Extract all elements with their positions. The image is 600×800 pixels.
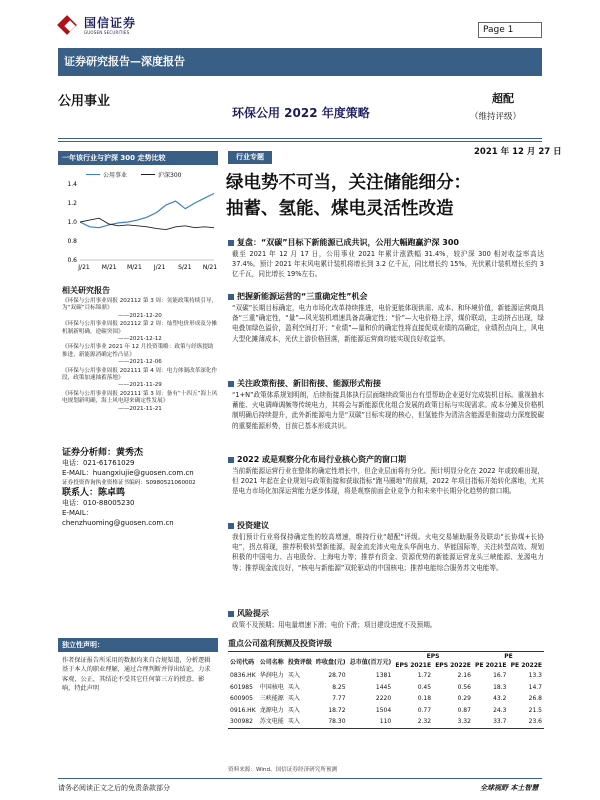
table-row: [228, 716, 544, 728]
contact-name: 联系人：陈卓鸣: [62, 488, 126, 498]
table-cell: 2220: [375, 695, 392, 703]
table-cell: 300982: [228, 716, 258, 728]
table-cell: 0.56: [457, 683, 471, 691]
table-cell: 18.3: [493, 683, 507, 691]
table-cell: 78.30: [314, 716, 348, 728]
table-cell: 苏文电能: [258, 716, 286, 728]
table-cell: 买入: [287, 672, 300, 679]
section-heading: 投资建议: [228, 520, 269, 531]
x-tick-label: S/21: [178, 264, 192, 271]
table-title: 重点公司盈利预测及投资评级: [228, 639, 332, 648]
footer-slogan: 全球视野 本土智慧: [480, 784, 539, 792]
analyst-phone: 电话：021-61761029: [62, 459, 135, 467]
logo-mark-icon: [58, 16, 80, 36]
column-header: PE 2021E: [475, 662, 507, 669]
bullet-icon: [228, 381, 234, 387]
analyst-cert: 证券投资咨询执业资格证书编码：S0980521060002: [62, 480, 196, 486]
table-cell: 3.32: [433, 716, 473, 728]
table-header-row: [228, 652, 544, 662]
section-text: “1+N”政策体系规划明朗，后续衔接具体执行层面继续政策出台有望帮助企业更好完成装机目标。重视抽水蓄能、火电调峰调频等传统电力，其将会与新能源优化组合发展的政策目标与实现需求。成本分摊及价格机制明确后持续提升，此外新能源电力是“双碳”目标实现的核心，但氢能作为清洁含能源是衔接动力深度脱碳的重要能源形势，目前已基本形成共识。: [232, 391, 544, 430]
report-type-bar: 证券研究报告—深度报告: [58, 48, 542, 76]
footer-disclaimer: 请务必阅读正文之后的免责条款部分: [58, 784, 170, 792]
analyst-info: [62, 448, 218, 528]
section-text: 政策不及预期；用电量增速下滑；电价下滑；项目建设进度不及预期。: [232, 621, 437, 629]
bullet-icon: [228, 457, 234, 463]
section-text: “双碳”长期目标确定，电力市场化改革持续推进，电价更能体现供需、成本、和环境价值，新能源运营商具备“三重”确定性，“量”—风光装机增速具备高确定性；“价”—大电价格上浮，煤价联动，主动挤占出现，绿电叠加绿色溢价，盈利空间打开；“业绩”—量和价的确定性将直接促成业绩的高确定，业绩拐点向上，风电大型化摊薄成本，光伏上游价格回落，新能源运营商均能实现良好收益率。: [232, 304, 544, 343]
divider: [58, 138, 542, 142]
table-cell: 28.70: [328, 672, 346, 679]
table-cell: 中国核电: [259, 683, 284, 691]
forecast-table: [228, 651, 544, 729]
table-cell: 买入: [286, 716, 314, 728]
table-cell: 0.18: [417, 695, 432, 703]
table-cell: 8.25: [332, 683, 346, 691]
sector-label: 公用事业: [58, 94, 111, 109]
table-cell: 1445: [375, 683, 392, 691]
table-cell: 14.7: [528, 683, 542, 691]
section-heading: 风险提示: [228, 608, 269, 619]
bullet-icon: [228, 240, 234, 246]
rating-sub: （维持评级）: [470, 112, 522, 122]
contact-email-label: E-MAIL：: [62, 509, 93, 517]
bullet-icon: [228, 611, 234, 617]
table-cell: 24.3: [493, 706, 507, 714]
topic-tag: 行业专题: [228, 151, 272, 164]
series-line: [80, 194, 214, 228]
column-header: 公司名称: [258, 652, 286, 671]
x-tick-label: M/21: [101, 264, 117, 271]
logo-name: 国信证券: [84, 16, 137, 30]
table-cell: 0836.HK: [230, 672, 256, 679]
table-cell: 13.3: [528, 672, 542, 679]
column-header: 昨收盘(元): [314, 652, 348, 671]
table-cell: 2.16: [457, 672, 471, 679]
page-number: Page 1: [478, 22, 542, 38]
table-row: [228, 705, 544, 717]
analyst-name: 证券分析师：黄秀杰: [62, 448, 144, 458]
related-reports-list: [62, 298, 218, 414]
industry-vs-index-chart: [58, 166, 218, 276]
table-cell: 0.29: [457, 695, 471, 703]
column-group-header: PE: [473, 652, 544, 662]
y-tick-label: 0.6: [67, 257, 77, 264]
x-tick-label: M/21: [126, 264, 142, 271]
table-cell: 43.2: [493, 695, 507, 703]
headline: 绿电势不可当，关注储能细分： 抽蓄、氢能、煤电灵活性改造: [226, 173, 471, 219]
related-report: 《环保与公用事业 2021 年 12 月投资策略：政策与经纵提助推进，新能源消确定性凸显》 ——2021-12-06: [62, 344, 214, 366]
table-cell: 0916.HK: [230, 706, 256, 714]
x-tick-label: J/21: [153, 264, 166, 271]
report-date: 2021 年 12 月 27 日: [474, 147, 562, 157]
column-header: 总市值(百万元): [348, 652, 394, 671]
x-tick-label: J/21: [78, 264, 90, 271]
section-heading: 复盘：“双碳”目标下新能源已成共识，公用大幅跑赢沪深 300: [228, 237, 459, 248]
table-source: 资料来源：Wind、国信证券经济研究所预测: [228, 767, 338, 773]
column-header: EPS 2022E: [435, 662, 471, 669]
contact-email: chenzhuoming@guosen.com.cn: [62, 519, 174, 527]
logo-en: GUOSEN SECURITIES: [84, 30, 130, 35]
report-title: 环保公用 2022 年度策略: [232, 106, 370, 120]
table-cell: 21.5: [528, 706, 542, 714]
column-header: 投资评级: [286, 652, 314, 671]
table-cell: 华润电力: [259, 672, 284, 679]
section-heading: 关注政策衔接、新旧衔接、能源形式衔接: [228, 378, 381, 389]
section-text: 当前新能源运营行业在整体的确定性增长中，但企业层面将有分化。预计明显分化在 2022 年或较难出现，但 2021 年起在企业规划与政策衔接和获取指标“跑马圈地”的前期，2022 年项目指标开始转化落地，尤其是电力市场化加深运营能力逐步体现，将是观察前面企业竞争力和未来中长期分化趋势的窗口期。: [232, 467, 544, 496]
table-cell: 1.72: [417, 672, 432, 679]
table-cell: 1381: [375, 672, 392, 679]
legend-label: 公用事业: [103, 172, 128, 179]
table-cell: 龙源电力: [259, 706, 284, 714]
table-cell: 2.32: [393, 716, 433, 728]
section-heading: 2022 或是观察分化布局行业核心资产的窗口期: [228, 454, 406, 465]
table-cell: 600905: [230, 695, 253, 703]
contact-phone: 电话：010-88005230: [62, 499, 135, 507]
table-cell: 23.6: [508, 716, 544, 728]
related-report: 《环保与公用事业周报 202112 第 2 周：灿塑电价形成及分摊机制新明确，逆碳突围》 ——2021-12-12: [62, 321, 218, 343]
table-row: [228, 670, 544, 682]
column-header: PE 2022E: [510, 662, 542, 669]
x-tick-label: N/21: [202, 264, 218, 271]
y-tick-label: 1.4: [67, 181, 77, 188]
table-cell: 7.77: [332, 695, 346, 703]
table-cell: 0.87: [457, 706, 471, 714]
related-report: 《环保与公用事业周报 202111 第 4 周：电力体制改革深化作段，政策加速抽蓄落地》 ——2021-11-29: [62, 367, 218, 389]
related-report: 《环保与公用事业周报 202112 第 3 周：氢能政策持续引导，为“双碳”目标锦鼎》 ——2021-12-20: [62, 298, 218, 319]
legend-label: 沪深300: [158, 172, 182, 179]
column-header: EPS 2021E: [395, 662, 432, 669]
y-tick-label: 0.8: [67, 238, 77, 245]
table-cell: 110: [348, 716, 394, 728]
table-cell: 18.72: [328, 706, 346, 714]
table-cell: 26.8: [528, 695, 542, 703]
table-cell: 1504: [375, 706, 392, 714]
table-row: [228, 693, 544, 705]
table-cell: 买入: [287, 683, 300, 691]
column-group-header: EPS: [393, 652, 473, 662]
section-text: 我们预计行业将保持确定性的较高增速，维持行业“超配”评级。火电交易辅助服务及联动“长协煤+长协电”，拐点将现，推荐积极转型新能源，现金流充沛火电龙头华润电力、华能国际等，关注转型高效、规划积极的中国电力、吉电股份、上海电力等；推荐有资金、资源优势的新能源运营龙头三峡能源、龙源电力等；推荐现金流良好，“核电与新能源”双轮驱动的中国核电；推荐电能综合服务苏文电能等。: [232, 533, 544, 572]
related-reports-title: 相关研究报告: [62, 286, 110, 295]
chart-title-bar: 一年该行业与沪深 300 走势比较: [58, 151, 218, 165]
y-tick-label: 1.2: [67, 200, 77, 207]
bullet-icon: [228, 523, 234, 529]
table-cell: 0.77: [417, 706, 432, 714]
independence-bar: 独立性声明：: [58, 638, 218, 652]
bullet-icon: [228, 294, 234, 300]
independence-text: 作者保证报告所采用的数据均来自合规渠道，分析逻辑基于本人的职业理解，通过合理判断并得出结论，力求客观、公正，其结论不受其它任何第三方的授意、影响，特此声明: [62, 657, 211, 693]
y-tick-label: 1.0: [67, 219, 77, 226]
column-header: 公司代码: [228, 652, 258, 671]
section-heading: 把握新能源运营的“三重确定性”机会: [228, 291, 368, 302]
table-cell: 0.45: [417, 683, 432, 691]
table-cell: 33.7: [473, 716, 509, 728]
footer-divider: [58, 778, 542, 779]
rating: 超配: [492, 92, 514, 105]
table-cell: 三峡能源: [259, 695, 284, 703]
related-report: 《环保与公用事业周报 202111 第 3 周：备有“十四五”海上风电规划新明确，海上风电迎来确定性发展》 ——2021-11-21: [62, 390, 218, 412]
table-cell: 16.7: [493, 672, 507, 679]
analyst-email: E-MAIL：huangxiujie@guosen.com.cn: [62, 469, 194, 477]
table-cell: 买入: [287, 706, 300, 714]
table-cell: 601985: [230, 683, 253, 691]
company-logo: [58, 16, 136, 36]
section-text: 截至 2021 年 12 月 17 日，公用事业 2021 年累计涨跌幅 31.4%，较沪深 300 相对收益率高达 37.4%。预计 2021 年末风电累计装机将增长到 3.2 亿千瓦，同比增长约 15%，光伏累计装机增长至约 3 亿千瓦，同比增长 19%左右。: [232, 250, 544, 279]
table-row: [228, 682, 544, 694]
table-cell: 买入: [287, 695, 300, 703]
